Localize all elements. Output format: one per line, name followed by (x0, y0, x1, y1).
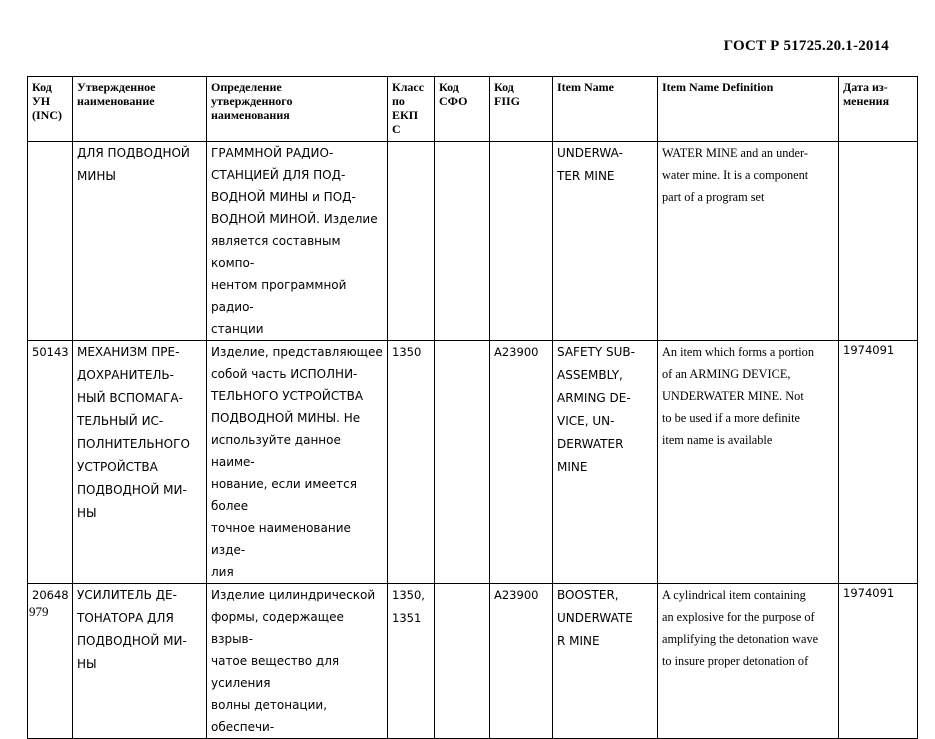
cell-class: 1350, 1351 (388, 584, 435, 739)
cell-item-name: UNDERWA- TER MINE (553, 142, 658, 341)
cell-sfo (435, 584, 490, 739)
cell-fiig: A23900 (490, 584, 553, 739)
cell-definition-ru: Изделие, представляющее собой часть ИСПОЛНИ- ТЕЛЬНОГО УСТРОЙСТВА ПОДВОДНОЙ МИНЫ. Не используйте данное наиме- нование, если имеется более точное наименование изде- лия (207, 341, 388, 584)
cell-fiig: A23900 (490, 341, 553, 584)
cell-definition-ru: Изделие цилиндрической формы, содержащее взрыв- чатое вещество для усиления волны детонации, обеспечи- (207, 584, 388, 739)
header-fiig: Код FIIG (490, 77, 553, 142)
cell-sfo (435, 142, 490, 341)
cell-item-definition: An item which forms a portion of an ARMING DEVICE, UNDERWATER MINE. Not to be used if a more definite item name is available (658, 341, 839, 584)
cell-class (388, 142, 435, 341)
cell-fiig (490, 142, 553, 341)
document-header: ГОСТ Р 51725.20.1-2014 (723, 38, 889, 54)
cell-inc (28, 142, 73, 341)
header-inc: Код УН (INC) (28, 77, 73, 142)
header-sfo: Код СФО (435, 77, 490, 142)
cell-date (839, 142, 918, 341)
cell-name-ru: МЕХАНИЗМ ПРЕ- ДОХРАНИТЕЛЬ- НЫЙ ВСПОМАГА- ТЕЛЬНЫЙ ИС- ПОЛНИТЕЛЬНОГО УСТРОЙСТВА ПОДВОДНОЙ МИ- НЫ (73, 341, 207, 584)
table-row (28, 584, 918, 739)
cell-name-ru: ДЛЯ ПОДВОДНОЙ МИНЫ (73, 142, 207, 341)
cell-item-name: BOOSTER, UNDERWATE R MINE (553, 584, 658, 739)
header-class: Класс по ЕКП С (388, 77, 435, 142)
table-row (28, 341, 918, 584)
header-item-name: Item Name (553, 77, 658, 142)
table-header-row (28, 77, 918, 142)
cell-item-name: SAFETY SUB- ASSEMBLY, ARMING DE- VICE, UN- DERWATER MINE (553, 341, 658, 584)
cell-name-ru: УСИЛИТЕЛЬ ДЕ- ТОНАТОРА ДЛЯ ПОДВОДНОЙ МИ- НЫ (73, 584, 207, 739)
header-definition: Определение утвержденного наименования (207, 77, 388, 142)
header-date: Дата из- менения (839, 77, 918, 142)
cell-inc: 20648 (28, 584, 73, 739)
nomenclature-table (27, 76, 918, 739)
cell-class: 1350 (388, 341, 435, 584)
header-item-definition: Item Name Definition (658, 77, 839, 142)
cell-inc: 50143 (28, 341, 73, 584)
cell-date: 1974091 (839, 341, 918, 584)
cell-item-definition: WATER MINE and an under- water mine. It is a component part of a program set (658, 142, 839, 341)
table-row (28, 142, 918, 341)
cell-definition-ru: ГРАММНОЙ РАДИО- СТАНЦИЕЙ ДЛЯ ПОД- ВОДНОЙ МИНЫ и ПОД- ВОДНОЙ МИНОЙ. Изделие является составным компо- нентом программной радио- станции (207, 142, 388, 341)
cell-item-definition: A cylindrical item containing an explosive for the purpose of amplifying the detonation wave to insure proper detonation of (658, 584, 839, 739)
page-number: 979 (29, 604, 49, 619)
cell-sfo (435, 341, 490, 584)
header-approved-name: Утвержденное наименование (73, 77, 207, 142)
cell-date: 1974091 (839, 584, 918, 739)
